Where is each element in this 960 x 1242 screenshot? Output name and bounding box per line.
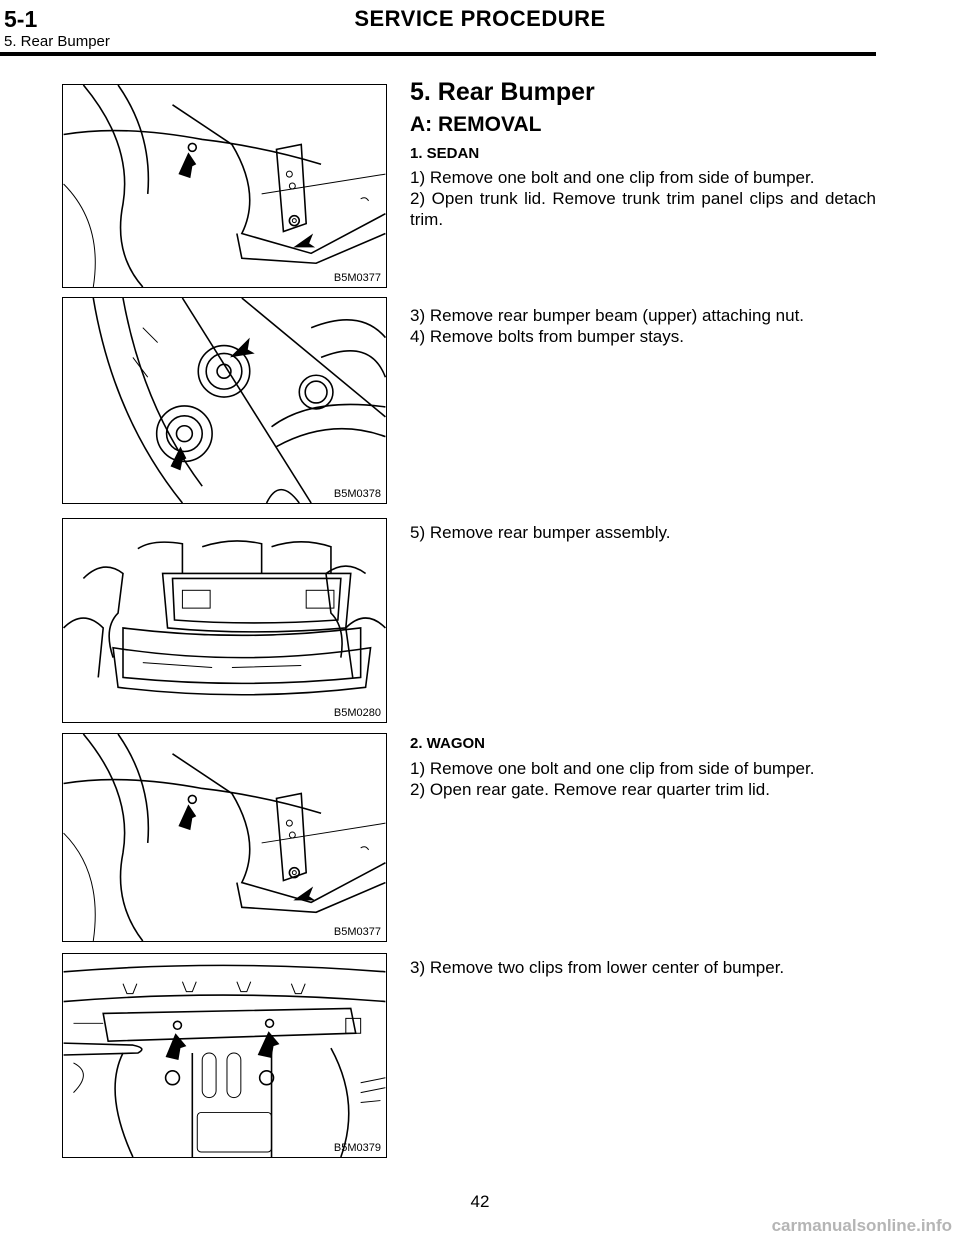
- sedan-heading: 1. SEDAN: [410, 145, 480, 162]
- header-rule: [0, 52, 876, 56]
- sedan-step-5: 5) Remove rear bumper assembly.: [410, 523, 671, 542]
- figure-remove-bumper-assembly: [62, 518, 387, 723]
- section-heading: 5. Rear Bumper: [410, 78, 595, 106]
- wagon-step-2: 2) Open rear gate. Remove rear quarter trim lid.: [410, 780, 770, 799]
- figure-lower-center-clips: [62, 953, 387, 1158]
- sedan-step-4: 4) Remove bolts from bumper stays.: [410, 327, 684, 346]
- wagon-step-3: 3) Remove two clips from lower center of bumper.: [410, 958, 785, 977]
- figure-lower-center-clips-drawing: [63, 954, 386, 1157]
- sedan-step-1: 1) Remove one bolt and one clip from side of bumper.: [410, 168, 815, 187]
- breadcrumb: 5. Rear Bumper: [4, 33, 110, 50]
- figure-beam-nut-stay-bolts: [62, 297, 387, 504]
- wagon-step-1: 1) Remove one bolt and one clip from side of bumper.: [410, 759, 815, 778]
- figure-code: B5M0377: [333, 926, 381, 938]
- figure-side-bolt-clip-drawing: [63, 85, 386, 287]
- sedan-step-2: 2) Open trunk lid. Remove trunk trim panel clips and detach trim.: [410, 189, 876, 229]
- wagon-heading: 2. WAGON: [410, 735, 486, 752]
- figure-wagon-side-bolt-clip: [62, 733, 387, 942]
- figure-code: B5M0379: [333, 1142, 381, 1154]
- figure-wagon-side-bolt-clip-drawing: [63, 734, 386, 941]
- figure-beam-nut-stay-bolts-drawing: [63, 298, 386, 503]
- sedan-step-3: 3) Remove rear bumper beam (upper) attaching nut.: [410, 306, 805, 325]
- figure-side-bolt-clip: [62, 84, 387, 288]
- page-title: SERVICE PROCEDURE: [354, 6, 606, 31]
- figure-code: B5M0280: [333, 707, 381, 719]
- figure-code: B5M0377: [333, 272, 381, 284]
- figure-remove-bumper-assembly-drawing: [63, 519, 386, 722]
- page-number: 42: [470, 1192, 490, 1211]
- section-number: 5-1: [4, 6, 38, 32]
- subsection-heading: A: REMOVAL: [410, 113, 542, 136]
- figure-code: B5M0378: [333, 488, 381, 500]
- watermark: carmanualsonline.info: [771, 1216, 952, 1235]
